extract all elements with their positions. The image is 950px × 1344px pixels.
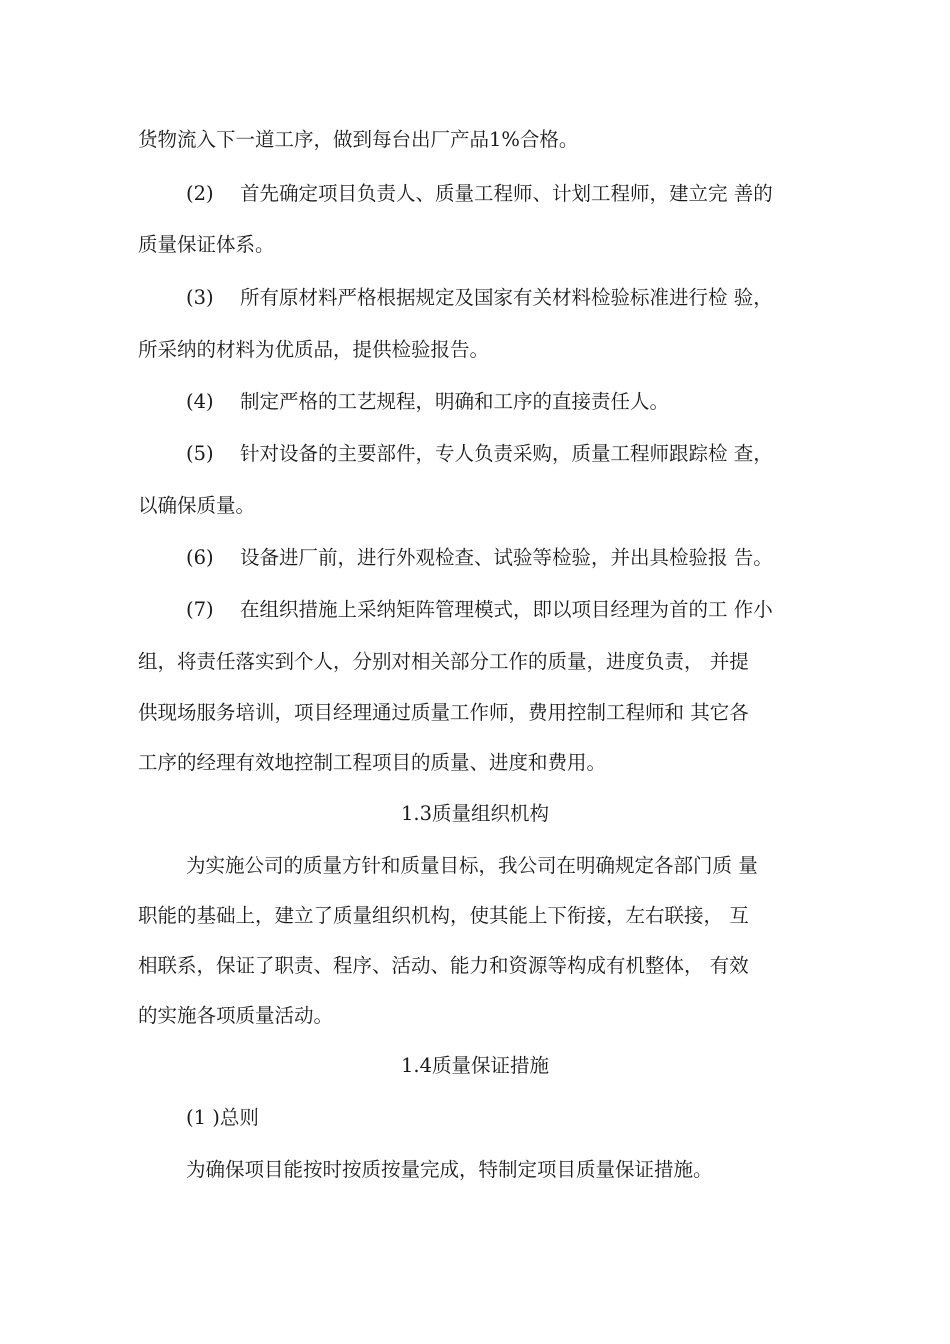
paragraph-line: 相联系，保证了职责、程序、活动、能力和资源等构成有机整体， 有效: [138, 954, 749, 977]
item-number: (2): [186, 182, 214, 205]
paragraph-line: 设备进厂前，进行外观检查、试验等检验，并出具检验报 告。: [240, 546, 773, 569]
paragraph-line: 的实施各项质量活动。: [138, 1004, 334, 1027]
list-item-4: [186, 389, 838, 415]
list-item-6: [186, 545, 838, 571]
paragraph-line: 针对设备的主要部件，专人负责采购，质量工程师跟踪检 查，: [240, 442, 773, 465]
paragraph-line: 所采纳的材料为优质品，提供检验报告。: [138, 338, 490, 361]
paragraph-line: 为确保项目能按时按质按量完成，特制定项目质量保证措施。: [186, 1158, 713, 1181]
paragraph-line: 货物流入下一道工序，做到每台出厂产品1%合格。: [138, 128, 579, 151]
paragraph-line: 以确保质量。: [138, 494, 256, 517]
item-number: (3): [186, 286, 214, 309]
item-number: (6): [186, 546, 214, 569]
paragraph-line: 制定严格的工艺规程，明确和工序的直接责任人。: [240, 390, 670, 413]
section-heading-1-3: 1.3质量组织机构: [400, 802, 549, 825]
paragraph-line: 职能的基础上，建立了质量组织机构，使其能上下衔接，左右联接， 互: [138, 904, 749, 927]
section-heading-1-4: 1.4质量保证措施: [400, 1054, 549, 1077]
paragraph-line: 为实施公司的质量方针和质量目标，我公司在明确规定各部门质 量: [186, 854, 758, 877]
paragraph-line: 组，将责任落实到个人，分别对相关部分工作的质量，进度负责， 并提: [138, 650, 749, 673]
item-number: (7): [186, 598, 214, 621]
list-item-2: [186, 181, 838, 207]
item-number: (4): [186, 390, 214, 413]
paragraph-line: 首先确定项目负责人、质量工程师、计划工程师，建立完 善的: [240, 182, 773, 205]
item-number: (5): [186, 442, 214, 465]
paragraph-line: 质量保证体系。: [138, 233, 275, 256]
list-item-5: [186, 441, 838, 467]
list-item-3: [186, 285, 838, 311]
subheading-general: (1 )总则: [186, 1106, 259, 1129]
paragraph-line: 所有原材料严格根据规定及国家有关材料检验标准进行检 验，: [240, 286, 773, 309]
paragraph-line: 工序的经理有效地控制工程项目的质量、进度和费用。: [138, 751, 607, 774]
paragraph-line: 供现场服务培训，项目经理通过质量工作师，费用控制工程师和 其它各: [138, 701, 749, 724]
list-item-7: [186, 597, 838, 623]
paragraph-line: 在组织措施上采纳矩阵管理模式，即以项目经理为首的工 作小: [240, 598, 773, 621]
